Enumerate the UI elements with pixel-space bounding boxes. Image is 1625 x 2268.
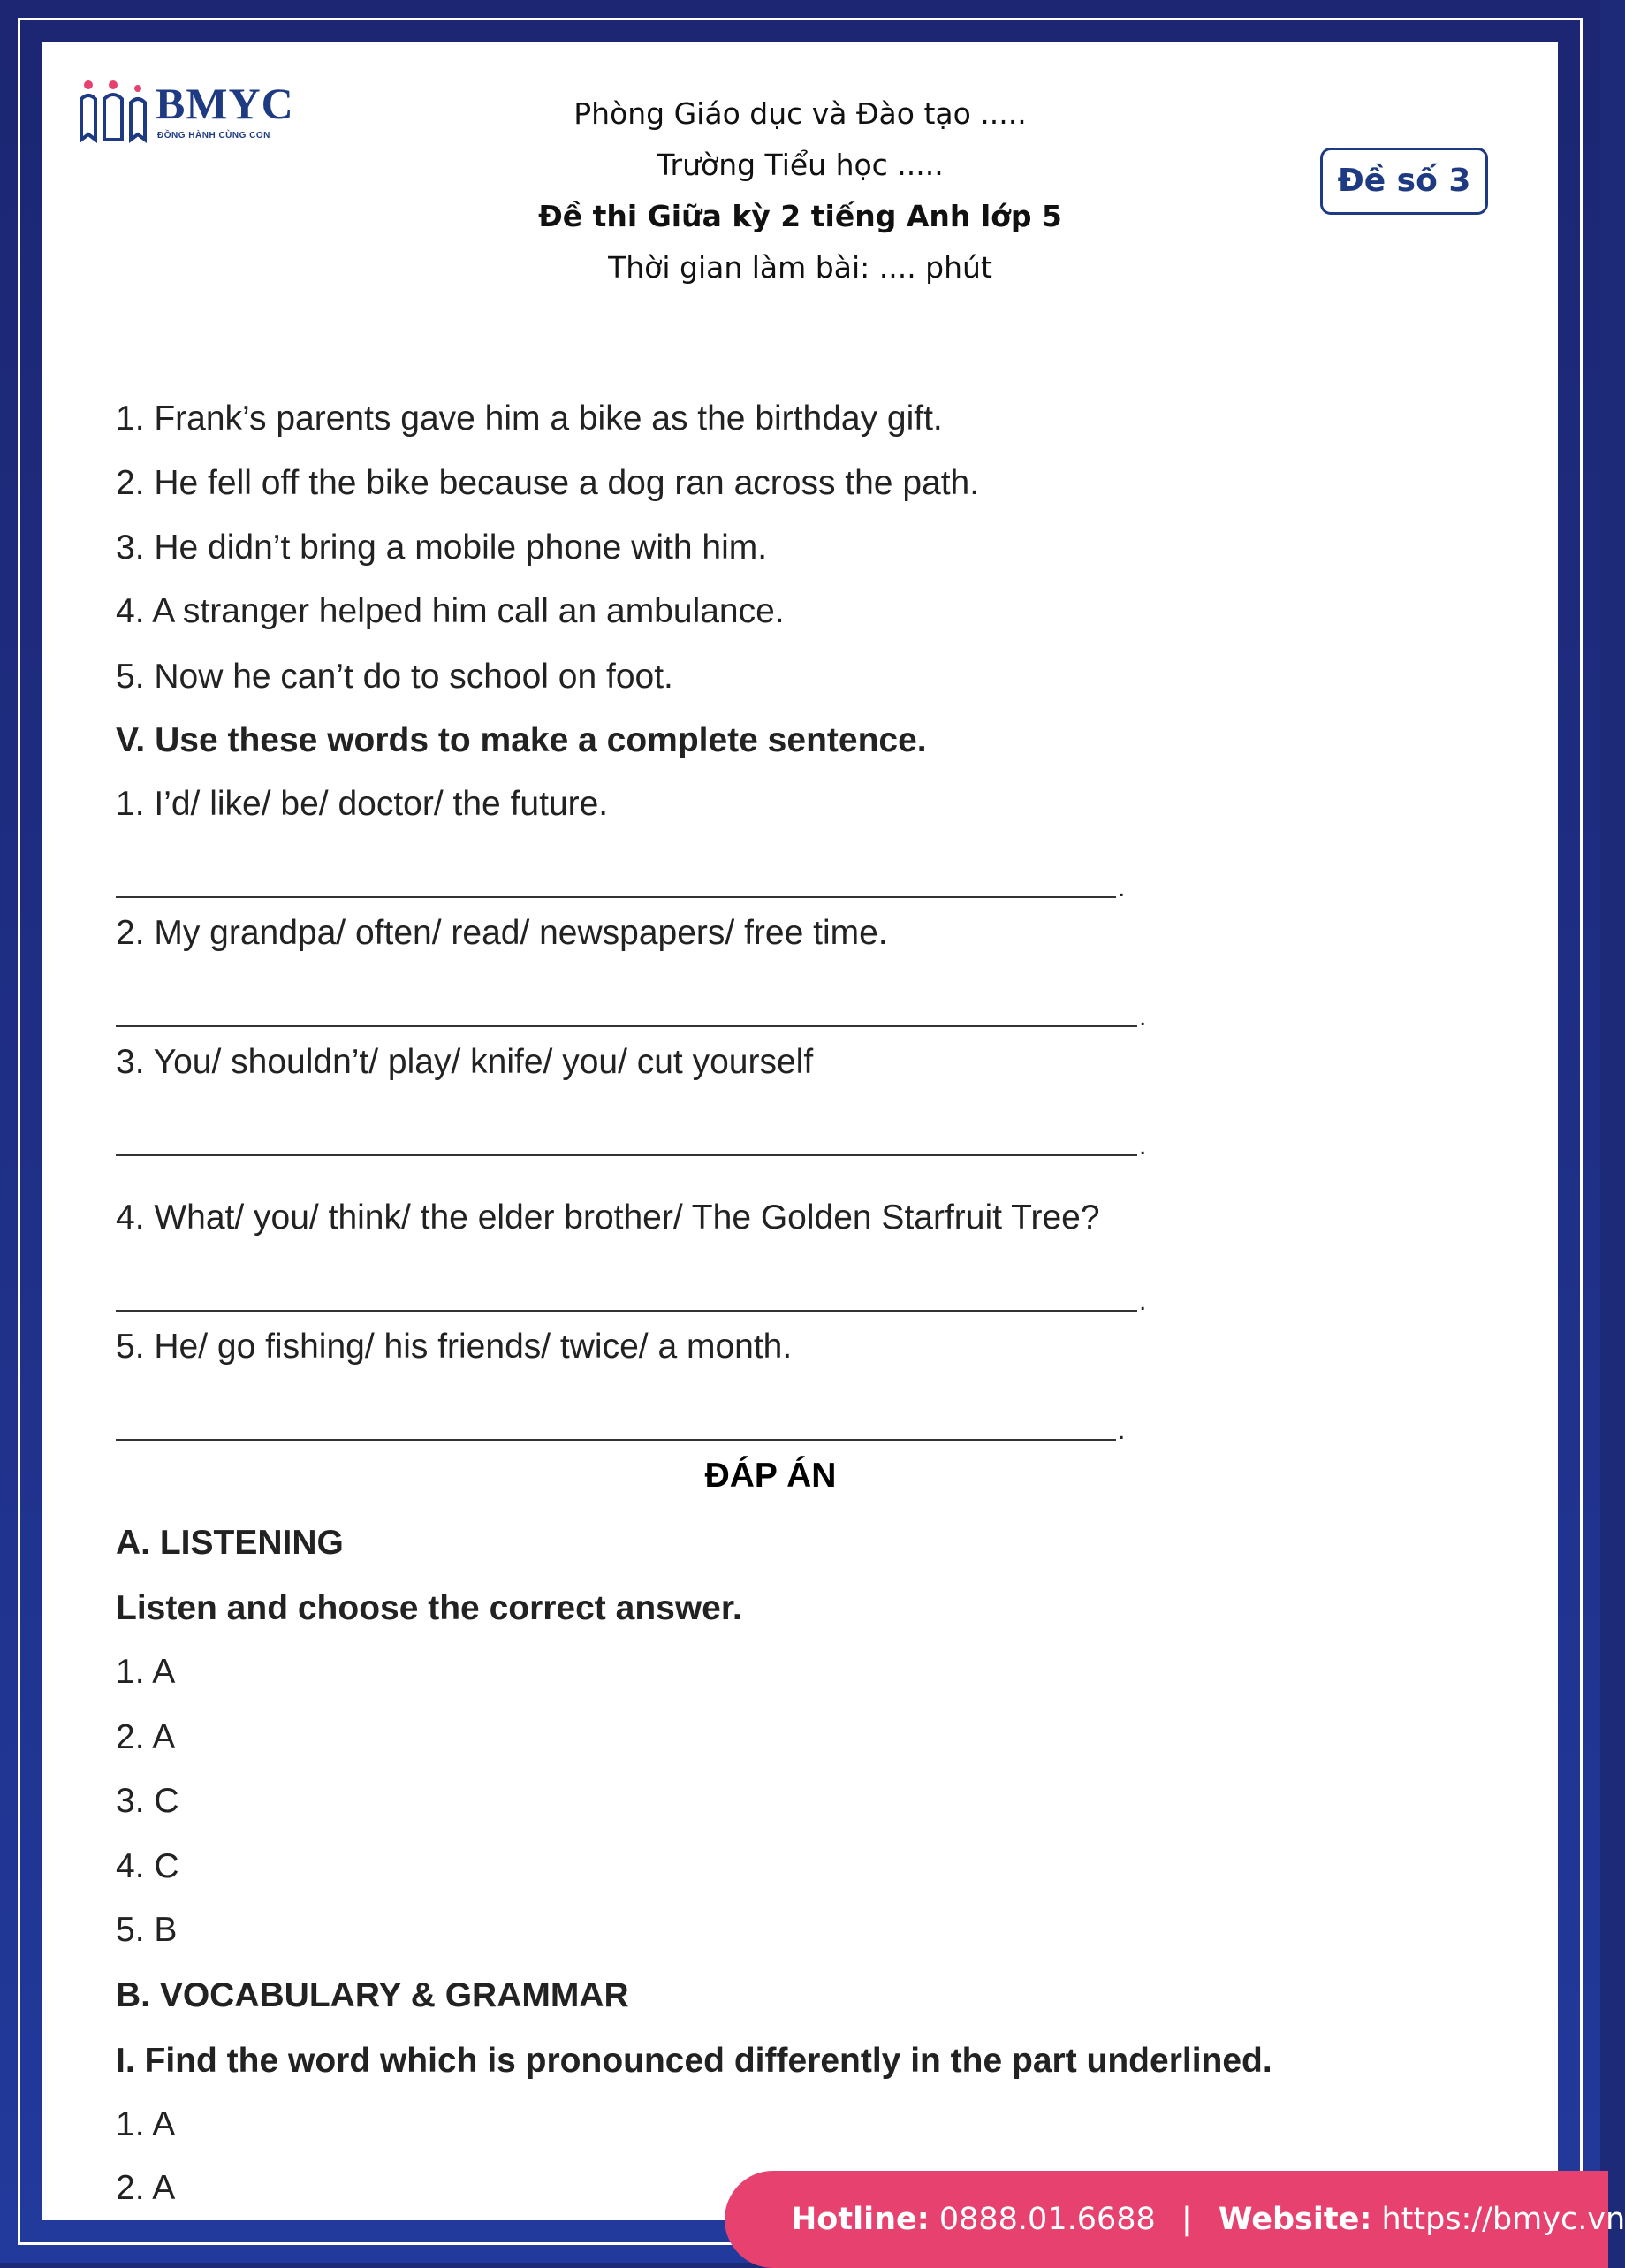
vocab-answer-2: 2. A: [116, 2169, 176, 2207]
sentence-prompt-3: 3. You/ shouldn’t/ play/ knife/ you/ cut yourself: [116, 1043, 814, 1081]
brand-tagline: ĐỒNG HÀNH CÙNG CON: [157, 131, 270, 141]
sentence-prompt-2: 2. My grandpa/ often/ read/ newspapers/ free time.: [116, 914, 888, 952]
answer-blank-3: [116, 1123, 1137, 1156]
answer-blank-end-3: .: [1139, 1131, 1147, 1161]
listening-heading: A. LISTENING: [116, 1524, 344, 1562]
answer-blank-end-2: .: [1139, 1002, 1147, 1031]
listening-answer-2: 2. A: [116, 1718, 176, 1756]
listening-answer-1: 1. A: [116, 1653, 176, 1691]
hotline-number[interactable]: 0888.01.6688: [938, 2202, 1156, 2237]
exam-title: Đề thi Giữa kỳ 2 tiếng Anh lớp 5: [538, 199, 1062, 233]
vocab-answer-1: 1. A: [116, 2105, 176, 2143]
vocab-subheading: I. Find the word which is pronounced differently in the part underlined.: [116, 2042, 1272, 2080]
answer-blank-end-4: .: [1139, 1287, 1147, 1316]
statement-3: 3. He didn’t bring a mobile phone with him.: [116, 529, 768, 567]
listening-answer-4: 4. C: [116, 1847, 179, 1885]
sentence-prompt-1: 1. I’d/ like/ be/ doctor/ the future.: [116, 785, 609, 823]
exam-number-badge: Đề số 3: [1320, 148, 1488, 215]
answer-blank-end-1: .: [1118, 873, 1126, 902]
statement-5: 5. Now he can’t do to school on foot.: [116, 658, 673, 696]
website-link[interactable]: https://bmyc.vn: [1381, 2202, 1625, 2237]
vocab-heading: B. VOCABULARY & GRAMMAR: [116, 1976, 629, 2014]
listening-answer-3: 3. C: [116, 1782, 179, 1820]
section-v-title: V. Use these words to make a complete sentence.: [116, 721, 927, 759]
answer-blank-end-5: .: [1118, 1416, 1126, 1445]
answer-key-title: ĐÁP ÁN: [704, 1457, 837, 1495]
statement-4: 4. A stranger helped him call an ambulance.: [116, 592, 785, 630]
statement-2: 2. He fell off the bike because a dog ran across the path.: [116, 464, 980, 502]
contact-info: [791, 2197, 1625, 2241]
department-line: Phòng Giáo dục và Đào tạo .....: [573, 96, 1027, 131]
brand-name: BMYC: [156, 79, 294, 128]
listening-answer-5: 5. B: [116, 1911, 178, 1949]
statement-1: 1. Frank’s parents gave him a bike as the birthday gift.: [116, 400, 943, 438]
answer-blank-4: [116, 1278, 1137, 1312]
website-label: Website:: [1218, 2202, 1372, 2237]
answer-blank-5: [116, 1407, 1116, 1441]
sentence-prompt-4: 4. What/ you/ think/ the elder brother/ The Golden Starfruit Tree?: [116, 1199, 1100, 1237]
answer-blank-2: [116, 993, 1137, 1027]
footer-separator: |: [1181, 2202, 1193, 2237]
sentence-prompt-5: 5. He/ go fishing/ his friends/ twice/ a month.: [116, 1328, 793, 1366]
duration-line: Thời gian làm bài: .... phút: [608, 250, 992, 285]
answer-blank-1: [116, 864, 1116, 898]
listening-subheading: Listen and choose the correct answer.: [116, 1589, 742, 1627]
hotline-label: Hotline:: [791, 2202, 930, 2237]
school-line: Trường Tiểu học .....: [657, 148, 944, 182]
document-page: [42, 42, 1558, 2220]
